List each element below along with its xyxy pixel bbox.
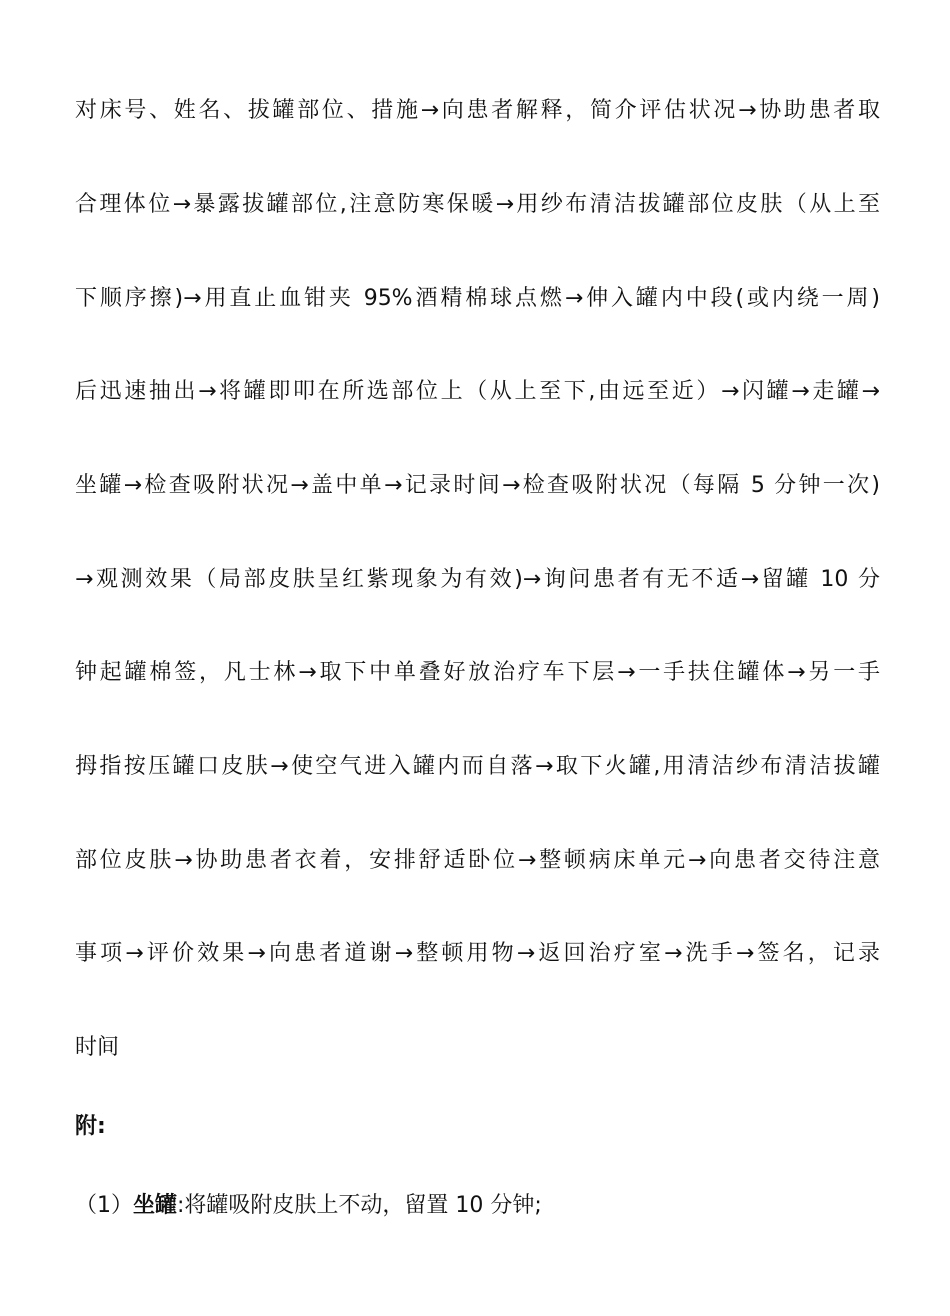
procedure-line-5: 坐罐→检查吸附状况→盖中单→记录时间→检查吸附状况（每隔 5 分钟一次) — [75, 473, 880, 498]
procedure-line-11: 时间 — [75, 1035, 120, 1060]
procedure-line-8: 拇指按压罐口皮肤→使空气进入罐内而自落→取下火罐,用清洁纱布清洁拔罐 — [75, 754, 880, 779]
appendix-item — [75, 1186, 542, 1226]
procedure-line-10: 事项→评价效果→向患者道谢→整顿用物→返回治疗室→洗手→签名，记录 — [75, 941, 880, 966]
procedure-line-2: 合理体位→暴露拔罐部位,注意防寒保暖→用纱布清洁拔罐部位皮肤（从上至 — [75, 192, 880, 217]
procedure-line-4: 后迅速抽出→将罐即叩在所选部位上（从上至下,由远至近）→闪罐→走罐→ — [75, 379, 880, 404]
appendix-item-term: 坐罐 — [133, 1193, 178, 1218]
procedure-line-3: 下顺序擦)→用直止血钳夹 95%酒精棉球点燃→伸入罐内中段(或内绕一周) — [75, 286, 880, 311]
procedure-line-6: →观测效果（局部皮肤呈红紫现象为有效)→询问患者有无不适→留罐 10 分 — [75, 567, 880, 592]
appendix-item-number: （1） — [75, 1193, 133, 1218]
appendix-item-definition: :将罐吸附皮肤上不动，留置 10 分钟; — [177, 1193, 542, 1218]
procedure-line-7: 钟起罐棉签，凡士林→取下中单叠好放治疗车下层→一手扶住罐体→另一手 — [75, 660, 880, 685]
appendix-heading: 附: — [75, 1114, 106, 1139]
procedure-line-9: 部位皮肤→协助患者衣着，安排舒适卧位→整顿病床单元→向患者交待注意 — [75, 848, 880, 873]
procedure-line-1: 对床号、姓名、拔罐部位、措施→向患者解释，简介评估状况→协助患者取 — [75, 98, 880, 123]
